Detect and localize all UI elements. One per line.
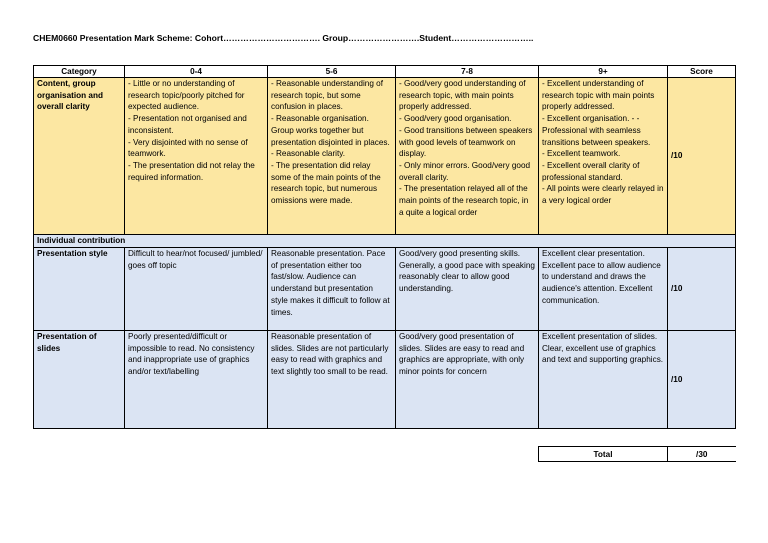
section-row-individual xyxy=(34,235,736,248)
cell-0-4 xyxy=(125,78,268,235)
row-category: Presentation style xyxy=(34,248,125,331)
criterion-text: - The presentation did not relay the required information. xyxy=(128,160,255,182)
header-score: Score xyxy=(668,66,736,78)
row-category: Presentation of slides xyxy=(34,331,125,429)
criterion-text: - All points were clearly relayed in a very logical order xyxy=(542,184,664,206)
criterion-text: - Reasonable understanding of research topic, but some confusion in places. xyxy=(271,79,383,112)
table-row-content xyxy=(34,78,736,235)
score-cell: /10 xyxy=(668,248,736,331)
cell-0-4: Difficult to hear/not focused/ jumbled/ goes off topic xyxy=(125,248,268,331)
criterion-text: - Reasonable organisation. Group works together but presentation disjointed in places. xyxy=(271,114,390,147)
criterion-text: - The presentation did relay some of the main points of the research topic, but numerous omissions were made. xyxy=(271,160,381,206)
header-5-6: 5-6 xyxy=(268,66,396,78)
total-label: Total xyxy=(539,447,668,462)
cell-7-8 xyxy=(396,78,539,235)
criterion-text: - Excellent overall clarity of professional standard. xyxy=(542,160,640,182)
cell-5-6: Reasonable presentation of slides. Slides are not particularly easy to read with graphics and text slightly too small to be read. xyxy=(268,331,396,429)
table-row-presentation-style xyxy=(34,248,736,331)
score-cell: /10 xyxy=(668,331,736,429)
cell-0-4: Poorly presented/difficult or impossible to read. No consistency and inappropriate use of graphics and/or text/labelling xyxy=(125,331,268,429)
criterion-text: - Only minor errors. Good/very good overall clarity. xyxy=(399,160,531,182)
mark-scheme-table xyxy=(33,65,736,429)
page-heading: CHEM0660 Presentation Mark Scheme: Cohort……………………………. Group…………………….Student……………………….. xyxy=(33,33,534,43)
section-label: Individual contribution xyxy=(34,235,736,248)
table-row-presentation-slides xyxy=(34,331,736,429)
cell-9-plus xyxy=(539,78,668,235)
cell-9-plus: Excellent presentation of slides. Clear, excellent use of graphics and text and supporting graphics. xyxy=(539,331,668,429)
header-9-plus: 9+ xyxy=(539,66,668,78)
criterion-text: - Excellent understanding of research topic with main points properly addressed. xyxy=(542,79,655,112)
cell-7-8: Good/very good presenting skills. Generally, a good pace with speaking reasonably clear to allow good understanding. xyxy=(396,248,539,331)
criterion-text: - The presentation relayed all of the main points of the research topic, in a quite a logical order xyxy=(399,184,529,217)
cell-5-6 xyxy=(268,78,396,235)
criterion-text: - Good/very good understanding of research topic, with main points properly addressed. xyxy=(399,79,526,112)
criterion-text: - Presentation not organised and inconsistent. xyxy=(128,114,247,135)
row-category: Content, group organisation and overall clarity xyxy=(34,78,125,235)
score-cell: /10 xyxy=(668,78,736,235)
criterion-text: - Little or no understanding of research topic/poorly pitched for expected audience. xyxy=(128,79,245,112)
cell-9-plus: Excellent clear presentation. Excellent pace to allow audience to understand and draws the audience's attention. Excellent communication. xyxy=(539,248,668,331)
criterion-text: - Good/very good organisation. xyxy=(399,114,512,124)
criterion-text: - Excellent organisation. - - Professional with seamless transitions between speakers. xyxy=(542,114,651,147)
total-row xyxy=(539,447,736,462)
criterion-text: - Good transitions between speakers with good levels of teamwork on display. xyxy=(399,125,533,159)
criterion-text: - Very disjointed with no sense of teamwork. xyxy=(128,137,248,159)
cell-7-8: Good/very good presentation of slides. Slides are easy to read and graphics are appropriate, with only minor points for concern xyxy=(396,331,539,429)
cell-5-6: Reasonable presentation. Pace of presentation either too fast/slow. Audience can understand but presentation style makes it difficult to follow at times. xyxy=(268,248,396,331)
table-header-row xyxy=(34,66,736,78)
criterion-text: - Excellent teamwork. xyxy=(542,149,621,159)
criterion-text: - Reasonable clarity. xyxy=(271,149,346,159)
header-category: Category xyxy=(34,66,125,78)
header-0-4: 0-4 xyxy=(125,66,268,78)
header-7-8: 7-8 xyxy=(396,66,539,78)
total-score: /30 xyxy=(668,447,736,462)
total-table xyxy=(538,446,736,462)
